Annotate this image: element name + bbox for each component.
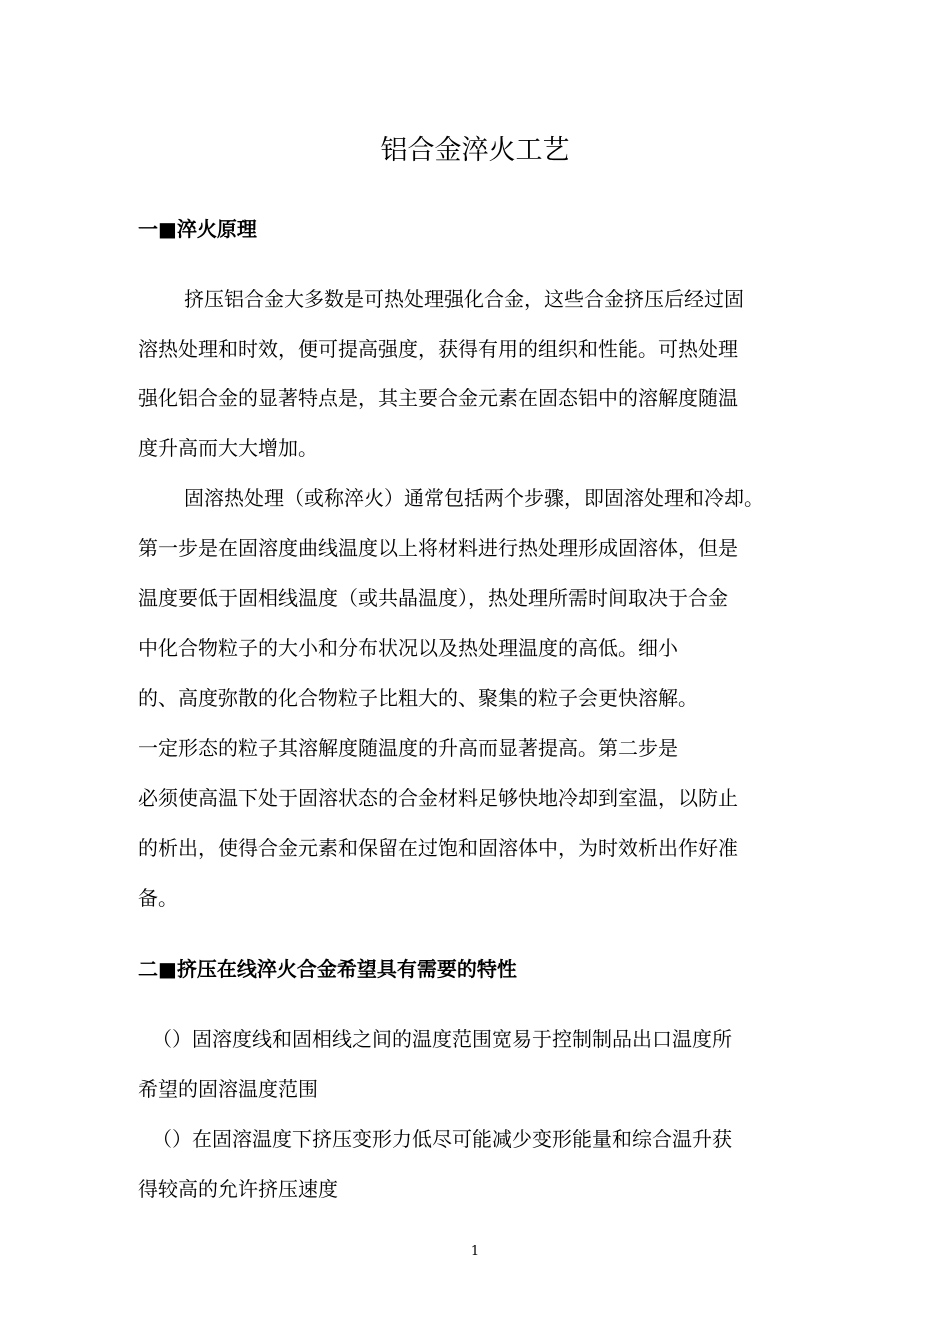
paragraph-line: 度升高而大大增加。 bbox=[138, 436, 318, 460]
paragraph-line: 温度要低于固相线温度（或共晶温度），热处理所需时间取决于合金 bbox=[138, 586, 728, 610]
paragraph-line: 必须使高温下处于固溶状态的合金材料足够快地冷却到室温，以防止 bbox=[138, 786, 738, 810]
document-title: 铝合金淬火工艺 bbox=[380, 135, 570, 166]
paragraph-line: 中化合物粒子的大小和分布状况以及热处理温度的高低。细小 bbox=[138, 636, 678, 660]
paragraph-line: 的析出，使得合金元素和保留在过饱和固溶体中，为时效析出作好准 bbox=[138, 836, 738, 860]
list-item-line: 得较高的允许挤压速度 bbox=[138, 1177, 338, 1201]
paragraph-line: 溶热处理和时效，便可提高强度，获得有用的组织和性能。可热处理 bbox=[138, 337, 738, 361]
page-number: 1 bbox=[470, 1244, 480, 1259]
list-item-line: （）在固溶温度下挤压变形力低尽可能减少变形能量和综合温升获 bbox=[152, 1127, 732, 1151]
section-heading-principle: 一■淬火原理 bbox=[138, 217, 257, 241]
paragraph-line: 固溶热处理（或称淬火）通常包括两个步骤，即固溶处理和冷却。 bbox=[184, 486, 764, 510]
paragraph-line: 的、高度弥散的化合物粒子比粗大的、聚集的粒子会更快溶解。 bbox=[138, 686, 698, 710]
paragraph-line: 挤压铝合金大多数是可热处理强化合金，这些合金挤压后经过固 bbox=[184, 287, 744, 311]
paragraph-line: 强化铝合金的显著特点是，其主要合金元素在固态铝中的溶解度随温 bbox=[138, 386, 738, 410]
list-item-line: （）固溶度线和固相线之间的温度范围宽易于控制制品出口温度所 bbox=[152, 1027, 732, 1051]
section-heading-properties: 二■挤压在线淬火合金希望具有需要的特性 bbox=[138, 957, 517, 981]
paragraph-line: 一定形态的粒子其溶解度随温度的升高而显著提高。第二步是 bbox=[138, 736, 678, 760]
paragraph-line: 第一步是在固溶度曲线温度以上将材料进行热处理形成固溶体，但是 bbox=[138, 536, 738, 560]
paragraph-line: 备。 bbox=[138, 886, 178, 910]
list-item-line: 希望的固溶温度范围 bbox=[138, 1077, 318, 1101]
